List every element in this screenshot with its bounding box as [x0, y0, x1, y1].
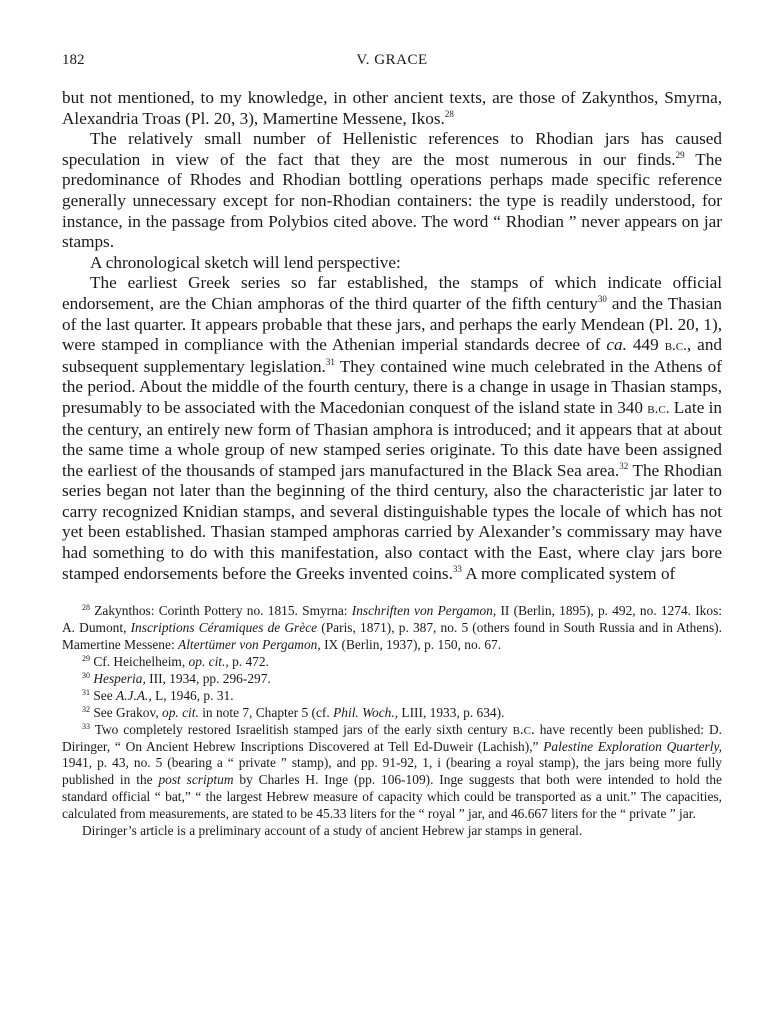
footnote-28: $^{28}$ Zakynthos: Corinth Pottery no. 1815. Smyrna: Inschriften von Pergamon, II (Berlin, 1895), p. 492, no. 1274. Ikos: A. Dumont, Inscriptions Céramiques de Grèce (Paris, 1871), p. 387, no. 5 (others found in South Russia and in Athens). Mamertine Messene: Altertümer von Pergamon, IX (Berlin, 1937), p. 150, no. 67.	[62, 603, 723, 653]
footnote-ref[interactable]: 28	[444, 108, 454, 119]
running-head: V. GRACE	[356, 52, 428, 68]
footnote-ref[interactable]: 33	[452, 563, 462, 574]
paragraph: but not mentioned, to my knowledge, in other ancient texts, are those of Zakynthos, Smyrna, Alexandria Troas (Pl. 20, 3), Mamertine Messene, Ikos.$^{28}$	[62, 88, 722, 128]
footnote-33-continued: Diringer’s article is a preliminary account of a study of ancient Hebrew jar stamps in general.	[82, 823, 583, 839]
footnote-ref[interactable]: 31	[325, 356, 335, 367]
paragraph: The earliest Greek series so far established, the stamps of which indicate official endorsement, are the Chian amphoras of the third quarter of the fifth century$^{30}$ and the Thasian of the last quarter. It appears probable that these jars, and perhaps the early Mendean (Pl. 20, 1), were stamped in compliance with the Athenian imperial standards decree of ca. 449 b.c., and subsequent supplementary legislation.$^{31}$ They contained wine much celebrated in the Athens of the period. About the middle of the fourth century, there is a change in usage in Thasian stamps, presumably to be associated with the Macedonian conquest of the island state in 340 b.c. Late in the century, an entirely new form of Thasian amphora is introduced; and it appears that at about the same time a whole group of new stamped series originate. To this date have been assigned the earliest of the thousands of stamped jars manufactured in the Black Sea area.$^{32}$ The Rhodian series began not later than the beginning of the third century, also the characteristic jar later to carry recognized Knidian stamps, and several distinguishable types the locale of which has not yet been established. Thasian stamped amphoras carried by Alexander’s commissary may have had something to do with this manifestation, also contact with the East, where clay jars bore stamped endorsements before the Greeks invented coins.$^{33}$ A more complicated system of	[62, 273, 723, 583]
page	[62, 52, 722, 840]
footnote-ref[interactable]: 30	[597, 293, 607, 304]
footnote-ref[interactable]: 29	[675, 149, 685, 160]
page-number: 182	[62, 52, 85, 68]
footnote-32: $^{32}$ See Grakov, op. cit. in note 7, Chapter 5 (cf. Phil. Woch., LIII, 1933, p. 634).	[82, 704, 505, 720]
footnote-31: $^{31}$ See A.J.A., L, 1946, p. 31.	[82, 687, 234, 703]
page-header	[62, 52, 722, 76]
footnote-ref[interactable]: 32	[619, 460, 629, 471]
footnote-30: $^{30}$ Hesperia, III, 1934, pp. 296-297.	[82, 670, 271, 686]
footnote-33: $^{33}$ Two completely restored Israelitish stamped jars of the early sixth century b.c. have recently been published: D. Diringer, “ On Ancient Hebrew Inscriptions Discovered at Tell Ed-Duweir (Lachish),” Palestine Exploration Quarterly, 1941, p. 43, no. 5 (bearing a “ private ” stamp), and pp. 91-92, 1, i (bearing a royal stamp), the jars being more fully published in the post scriptum by Charles H. Inge (pp. 106-109). Inge suggests that both were intended to hold the standard official “ bat,” “ the largest Hebrew measure of capacity which could be transported as a unit.” The capacities, calculated from measurements, are stated to be 45.33 liters for the “ royal ” jar, and 46.667 liters for the “ private ” jar.	[62, 721, 722, 822]
paragraph: The relatively small number of Hellenistic references to Rhodian jars has caused speculation in view of the fact that they are the most numerous in our finds.$^{29}$ The predominance of Rhodes and Rhodian bottling operations perhaps made specific reference generally unnecessary except for non-Rhodian containers: the type is readily understood, for instance, in the passage from Polybios cited above. The word “ Rhodian ” never appears on jar stamps.	[62, 129, 722, 252]
footnote-29: $^{29}$ Cf. Heichelheim, op. cit., p. 472.	[82, 653, 269, 669]
footnotes	[62, 603, 722, 840]
main-text	[62, 88, 722, 584]
paragraph: A chronological sketch will lend perspective:	[90, 252, 401, 272]
